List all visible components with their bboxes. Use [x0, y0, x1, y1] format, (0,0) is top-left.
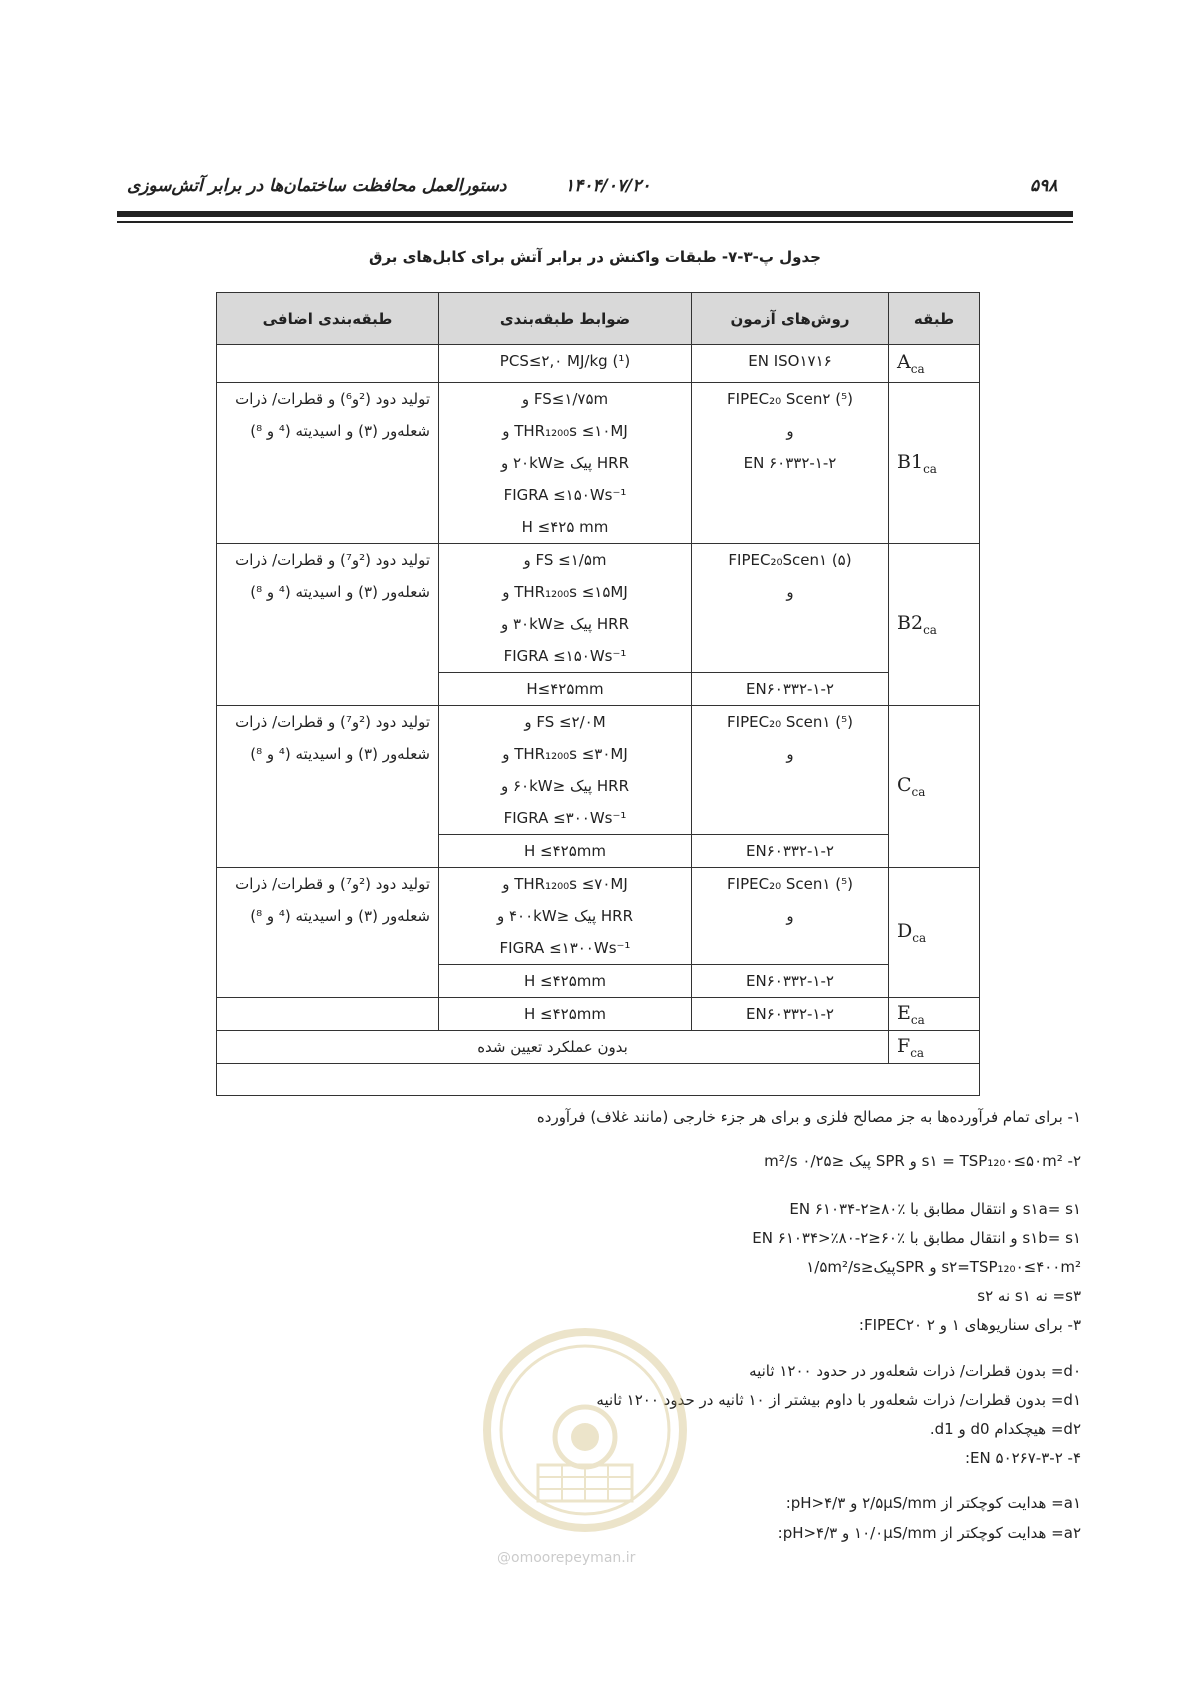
criteria-cell: FS ≤۲/۰M و THR₁₂₀₀s ≤۳۰MJ و HRR پیک ≤۶۰kW و FIGRA ≤۳۰۰Ws⁻¹ — [439, 706, 692, 835]
criteria-cell: H ≤۴۲۵mm — [439, 998, 692, 1031]
footnote-a2: a۲= هدایت کوچکتر از ۱۰/۰μS/mm و pH>۴/۳: — [777, 1524, 1081, 1542]
footnote-s2: s۲=TSP₁₂₀۰≤۴۰۰m² و SPRپیک≤۱/۵m²/s — [806, 1258, 1081, 1276]
method-cell: (⁵) FIPEC₂₀ Scen۲ و EN ۶۰۳۳۲-۱-۲ — [692, 383, 889, 544]
page-number: ۵۹۸ — [1030, 176, 1058, 196]
table-row-eca — [217, 998, 980, 1031]
method-cell: EN۶۰۳۳۲-۱-۲ — [692, 673, 889, 706]
criteria-cell: FS≤۱/۷۵m و THR₁₂₀₀s ≤۱۰MJ و HRR پیک ≤۲۰kW و FIGRA ≤۱۵۰Ws⁻¹ H ≤۴۲۵ mm — [439, 383, 692, 544]
table-row-dca — [217, 868, 980, 965]
class-cell: $D_{ca}$ — [889, 868, 980, 998]
empty-cell — [217, 1064, 980, 1096]
extra-cell: تولید دود (²و⁷) و قطرات/ ذرات شعله‌ور (۳) و اسیدیته (⁴ و ⁸) — [217, 706, 439, 868]
footnote-3: ۳- برای سناریوهای ۱ و ۲ FIPEC۲۰: — [858, 1316, 1081, 1334]
footnote-d2: d۲= هیچکدام d0 و d1. — [929, 1420, 1081, 1438]
table-row-aca — [217, 345, 980, 383]
footnote-s1a: s۱a= s۱ و انتقال مطابق با ٪۸۰≤۲-EN ۶۱۰۳۴ — [789, 1200, 1081, 1218]
table-row-b2ca — [217, 544, 980, 673]
header-book-title: دستورالعمل محافظت ساختمان‌ها در برابر آتش‌سوزی — [127, 176, 507, 196]
footnote-4: ۴- ۳-۲-EN ۵۰۲۶۷: — [964, 1449, 1081, 1467]
class-cell: $A_{ca}$ — [889, 345, 980, 383]
note-cell: بدون عملکرد تعیین شده — [217, 1031, 889, 1064]
method-cell: (۵) FIPEC₂₀Scen۱ و — [692, 544, 889, 673]
extra-cell: تولید دود (²و⁷) و قطرات/ ذرات شعله‌ور (۳) و اسیدیته (⁴ و ⁸) — [217, 544, 439, 706]
table-row-b1ca — [217, 383, 980, 544]
header-test-methods: روش‌های آزمون — [692, 293, 889, 345]
method-cell: EN ISO۱۷۱۶ — [692, 345, 889, 383]
footnote-s3: s۳= نه s۱ نه s۲ — [977, 1287, 1081, 1305]
criteria-cell: H ≤۴۲۵mm — [439, 835, 692, 868]
header-rule-thick — [117, 211, 1073, 217]
class-cell: $E_{ca}$ — [889, 998, 980, 1031]
criteria-cell: THR₁₂₀₀s ≤۷۰MJ و HRR پیک ≤۴۰۰kW و FIGRA ≤۱۳۰۰Ws⁻¹ — [439, 868, 692, 965]
class-cell: $B2_{ca}$ — [889, 544, 980, 706]
footnote-a1: a۱= هدایت کوچکتر از ۲/۵μS/mm و pH>۴/۳: — [785, 1494, 1081, 1512]
footnote-1: ۱- برای تمام فرآورده‌ها به جز مصالح فلزی و برای هر جزء خارجی (مانند غلاف) فرآورده — [536, 1108, 1081, 1126]
table-caption: جدول پ-۳-۷- طبقات واکنش در برابر آتش برای کابل‌های برق — [369, 248, 821, 266]
table-header-row — [217, 293, 980, 345]
method-cell: (⁵) FIPEC₂₀ Scen۱ و — [692, 706, 889, 835]
footnote-d0: d۰= بدون قطرات/ ذرات شعله‌ور در حدود ۱۲۰۰ ثانیه — [749, 1362, 1081, 1380]
fire-reaction-table — [216, 292, 980, 1096]
header-date: ۱۴۰۴/۰۷/۲۰ — [565, 176, 651, 196]
extra-cell — [217, 998, 439, 1031]
extra-cell — [217, 345, 439, 383]
table-row-fca — [217, 1031, 980, 1064]
criteria-cell: (¹) PCS≤۲,۰ MJ/kg — [439, 345, 692, 383]
header-rule-thin — [117, 221, 1073, 223]
class-cell: $B1_{ca}$ — [889, 383, 980, 544]
extra-cell: تولید دود (²و⁷) و قطرات/ ذرات شعله‌ور (۳) و اسیدیته (⁴ و ⁸) — [217, 868, 439, 998]
method-cell: (⁵) FIPEC₂₀ Scen۱ و — [692, 868, 889, 965]
footnote-d1: d۱= بدون قطرات/ ذرات شعله‌ور با داوم بیشتر از ۱۰ ثانیه در حدود ۱۲۰۰ ثانیه — [596, 1391, 1081, 1409]
header-additional: طبقه‌بندی اضافی — [217, 293, 439, 345]
table-row-cca — [217, 706, 980, 835]
footnote-2: ۲- s۱ = TSP₁₂₀۰≤۵۰m² و SPR پیک ≤۰/۲۵ m²/s — [764, 1152, 1081, 1170]
class-cell: $C_{ca}$ — [889, 706, 980, 868]
criteria-cell: H ≤۴۲۵mm — [439, 965, 692, 998]
method-cell: EN۶۰۳۳۲-۱-۲ — [692, 965, 889, 998]
header-criteria: ضوابط طبقه‌بندی — [439, 293, 692, 345]
extra-cell: تولید دود (²و⁶) و قطرات/ ذرات شعله‌ور (۳) و اسیدیته (⁴ و ⁸) — [217, 383, 439, 544]
watermark-logo — [480, 1325, 690, 1535]
footnote-s1b: s۱b= s۱ و انتقال مطابق با ٪۶۰≤۲-EN ۶۱۰۳۴>٪۸۰ — [752, 1229, 1081, 1247]
watermark-text: @omoorepeyman.ir — [497, 1550, 636, 1566]
table-row-empty — [217, 1064, 980, 1096]
header-class: طبقه — [889, 293, 980, 345]
method-cell: EN۶۰۳۳۲-۱-۲ — [692, 835, 889, 868]
method-cell: EN۶۰۳۳۲-۱-۲ — [692, 998, 889, 1031]
criteria-cell: H≤۴۲۵mm — [439, 673, 692, 706]
class-cell: $F_{ca}$ — [889, 1031, 980, 1064]
criteria-cell: FS ≤۱/۵m و THR₁₂₀₀s ≤۱۵MJ و HRR پیک ≤۳۰kW و FIGRA ≤۱۵۰Ws⁻¹ — [439, 544, 692, 673]
